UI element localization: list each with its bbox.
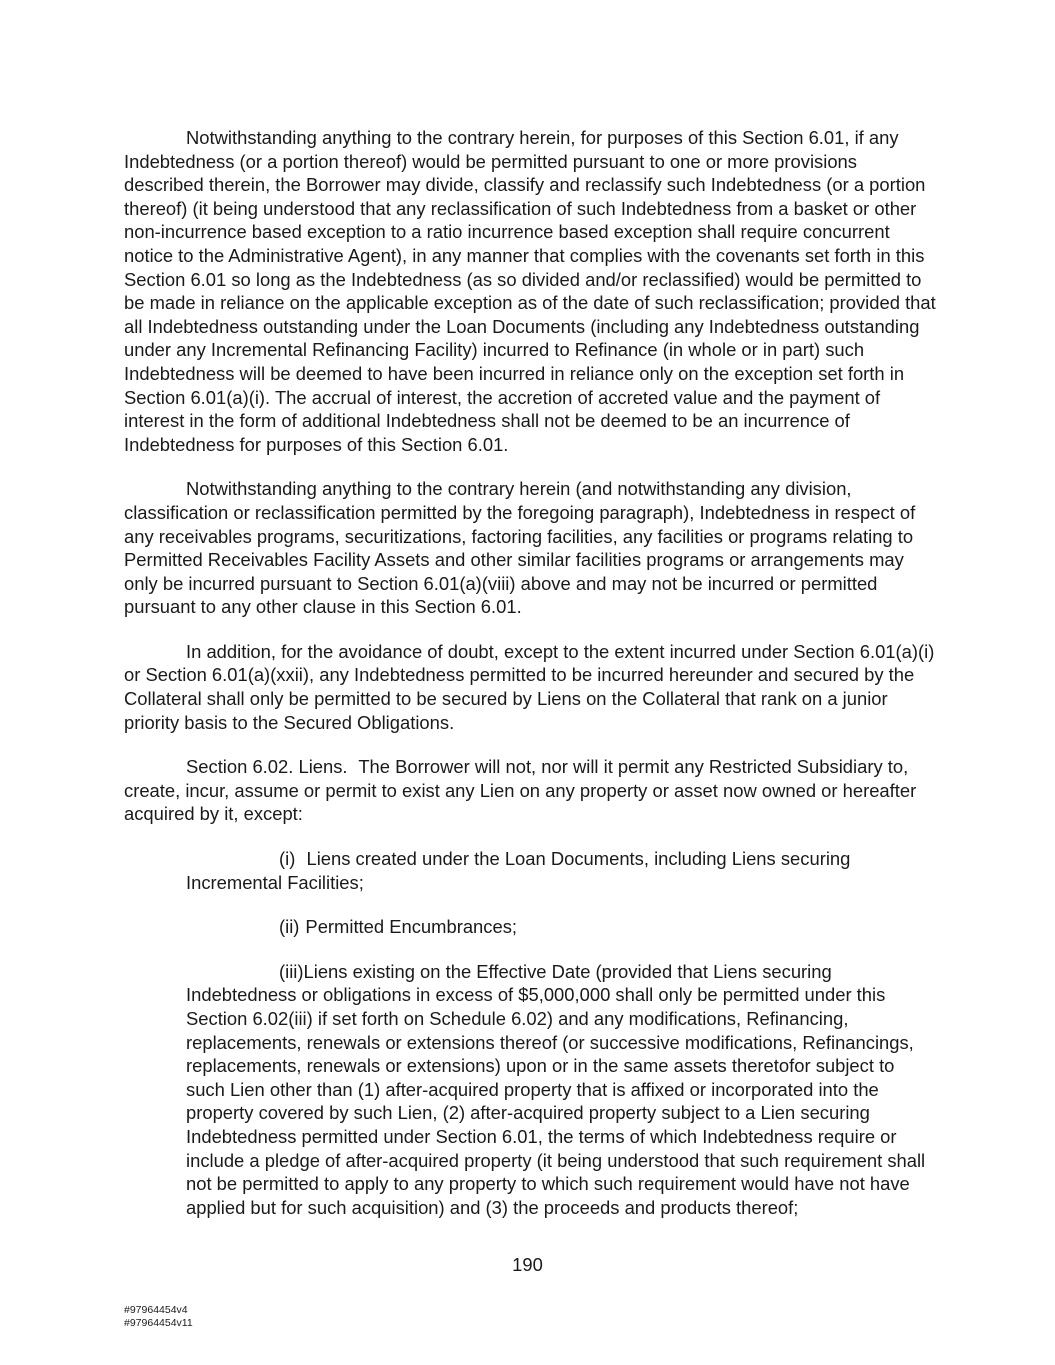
clause-text: Liens existing on the Effective Date (provided that Liens securing Indebtedness or obligations in excess of $5,000,000 shall only be permitted under this Section 6.02(iii) if set forth on Schedule 6.02) and any modifications, Refinancing, replacements, renewals or extensions thereof (or successive modifications, Refinancings, replacements, renewals or extensions) upon or in the same assets theretofor subject to such Lien other than (1) after-acquired property that is affixed or incorporated into the property covered by such Lien, (2) after-acquired property subject to a Lien securing Indebtedness permitted under Section 6.01, the terms of which Indebtedness require or include a pledge of after-acquired property (it being understood that such requirement shall not be permitted to apply to any property to which such requirement would have not have applied but for such acquisition) and (3) the proceeds and products thereof; (186, 960, 926, 1218)
clause-number: (ii) (279, 916, 300, 938)
section-602-paragraph (124, 755, 936, 826)
section-602-heading: Section 6.02. Liens. (186, 756, 348, 778)
document-body (124, 126, 936, 1240)
page-number: 190 (512, 1254, 543, 1275)
clause-i (186, 847, 936, 894)
paragraph-junior-priority: In addition, for the avoidance of doubt, except to the extent incurred under Section 6.01(a)(i) or Section 6.01(a)(xxii), any Indebtedness permitted to be incurred hereunder and secured by the Collateral shall only be permitted to be secured by Liens on the Collateral that rank on a junior priority basis to the Secured Obligations. (124, 640, 935, 733)
clause-iii (186, 960, 936, 1220)
clause-number: (i) (279, 848, 296, 870)
paragraph-section-601-classification: Notwithstanding anything to the contrary herein, for purposes of this Section 6.01, if any Indebtedness (or a portion thereof) would be permitted pursuant to one or more provisions described therein, the Borrower may divide, classify and reclassify such Indebtedness (or a portion thereof) (it being understood that any reclassification of such Indebtedness from a basket or other non-incurrence based exception to a ratio incurrence based exception shall require concurrent notice to the Administrative Agent), in any manner that complies with the covenants set forth in this Section 6.01 so long as the Indebtedness (as so divided and/or reclassified) would be permitted to be made in reliance on the applicable exception as of the date of such reclassification; provided that all Indebtedness outstanding under the Loan Documents (including any Indebtedness outstanding under any Incremental Refinancing Facility) incurred to Refinance (in whole or in part) such Indebtedness will be deemed to have been incurred in reliance only on the exception set forth in Section 6.01(a)(i). The accrual of interest, the accretion of accreted value and the payment of interest in the form of additional Indebtedness shall not be deemed to be an incurrence of Indebtedness for purposes of this Section 6.01. (124, 127, 936, 455)
document-id-footer (124, 1304, 193, 1329)
section-602-text: The Borrower will not, nor will it permit any Restricted Subsidiary to, create, incur, assume or permit to exist any Lien on any property or asset now owned or hereafter acquired by it, except: (124, 756, 917, 825)
document-id: #97964454v4 (124, 1304, 188, 1316)
paragraph-receivables-programs: Notwithstanding anything to the contrary herein (and notwithstanding any division, classification or reclassification permitted by the foregoing paragraph), Indebtedness in respect of any receivables programs, securitizations, factoring facilities, any facilities or programs relating to Permitted Receivables Facility Assets and other similar facilities programs or arrangements may only be incurred pursuant to Section 6.01(a)(viii) above and may not be incurred or permitted pursuant to any other clause in this Section 6.01. (124, 478, 916, 618)
document-id: #97964454v11 (124, 1316, 193, 1329)
clause-ii (186, 915, 936, 939)
clause-number: (iii) (279, 960, 304, 982)
clause-text: Permitted Encumbrances; (305, 916, 518, 938)
clause-text: Liens created under the Loan Documents, including Liens securing Incremental Facilities; (186, 848, 851, 893)
